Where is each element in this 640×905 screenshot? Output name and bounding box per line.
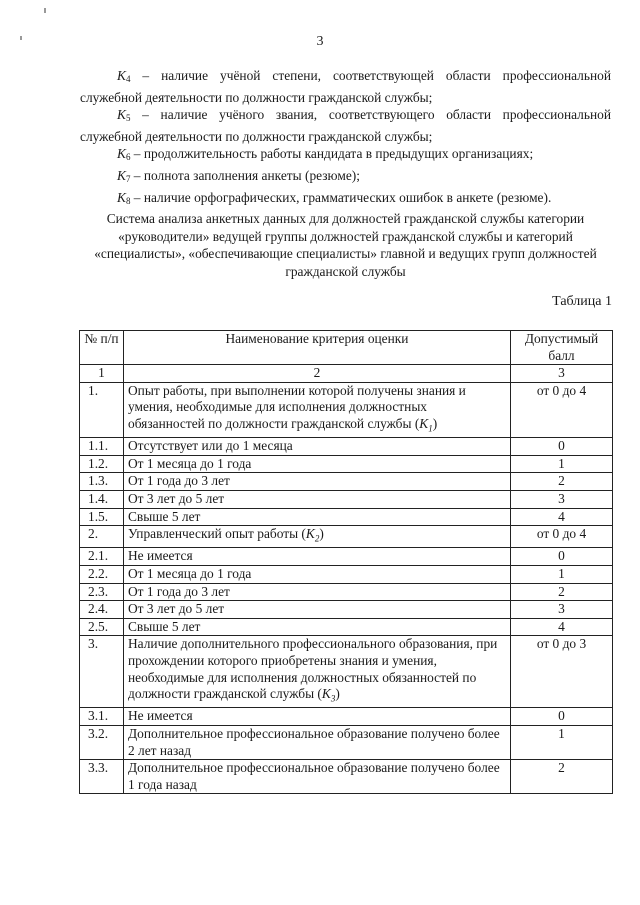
row-number: 2.5. <box>80 618 124 636</box>
row-criterion <box>124 726 511 760</box>
criterion-index: 4 <box>125 74 131 84</box>
table-row <box>80 455 613 473</box>
criterion-text: – полнота заполнения анкеты (резюме); <box>130 167 360 183</box>
row-criterion <box>124 566 511 584</box>
criterion-item <box>80 189 611 211</box>
criterion-close: ) <box>432 415 438 431</box>
row-number: 1.4. <box>80 491 124 509</box>
criterion-text: – продолжительность работы кандидата в предыдущих организациях; <box>130 146 534 162</box>
criterion-name: Дополнительное профессиональное образование получено более 2 лет назад <box>128 726 500 758</box>
criterion-text: – наличие учёной степени, соответствующей области профессиональной служебной деятельности по должности гражданской службы; <box>80 68 611 105</box>
criterion-text: – наличие учёного звания, соответствующего области профессиональной служебной деятельности по должности гражданской службы; <box>80 107 611 144</box>
criterion-item <box>80 106 611 145</box>
criterion-symbol: K <box>305 526 315 542</box>
row-score: 1 <box>511 566 613 584</box>
column-number: 3 <box>511 365 613 383</box>
table-row <box>80 601 613 619</box>
table-row <box>80 636 613 708</box>
row-score: 0 <box>511 708 613 726</box>
table-row <box>80 583 613 601</box>
criterion-item <box>80 67 611 106</box>
row-score: от 0 до 4 <box>511 382 613 437</box>
column-number: 1 <box>80 365 124 383</box>
row-number: 3.1. <box>80 708 124 726</box>
criterion-index: 7 <box>125 173 131 184</box>
criterion-text: – наличие орфографических, грамматических ошибок в анкете (резюме). <box>130 189 552 205</box>
criterion-symbol: K <box>117 189 126 205</box>
criterion-name: Опыт работы, при выполнении которой получены знания и умения, необходимые для исполнения должностных обязанностей по должности гражданской службы ( <box>128 382 466 431</box>
row-criterion <box>124 618 511 636</box>
table-row <box>80 708 613 726</box>
row-criterion <box>124 455 511 473</box>
row-number: 1.2. <box>80 455 124 473</box>
criterion-name: Управленческий опыт работы ( <box>128 526 306 542</box>
table-row <box>80 760 613 794</box>
criterion-index: 5 <box>125 113 131 124</box>
criterion-name: От 3 лет до 5 лет <box>128 601 225 617</box>
row-criterion <box>124 382 511 437</box>
criterion-name: От 3 лет до 5 лет <box>128 491 225 507</box>
table-caption: Таблица 1 <box>552 294 612 309</box>
criterion-name: От 1 месяца до 1 года <box>128 566 252 582</box>
criterion-index: 3 <box>330 693 336 704</box>
criterion-name: Не имеется <box>128 708 193 724</box>
row-criterion <box>124 526 511 548</box>
criteria-table <box>79 330 613 794</box>
row-criterion <box>124 760 511 794</box>
row-score: 2 <box>511 473 613 491</box>
row-number: 1. <box>80 382 124 437</box>
criterion-name: Свыше 5 лет <box>128 508 201 524</box>
row-score: 1 <box>511 455 613 473</box>
table-header-row <box>80 331 613 365</box>
row-score: 0 <box>511 548 613 566</box>
row-criterion <box>124 491 511 509</box>
criterion-index: 1 <box>428 423 433 434</box>
criterion-symbol: K <box>117 167 126 183</box>
table-row <box>80 382 613 437</box>
criterion-name: Наличие дополнительного профессионального образования, при прохождении которого приобретены знания и умения, необходимые для исполнения должностных обязанностей по должности гражданской службы ( <box>128 636 498 702</box>
criterion-index: 2 <box>314 533 320 544</box>
row-score: 4 <box>511 618 613 636</box>
row-score: 0 <box>511 438 613 456</box>
column-number: 2 <box>124 365 511 383</box>
criteria-list <box>80 67 611 210</box>
row-number: 2.1. <box>80 548 124 566</box>
row-criterion <box>124 548 511 566</box>
criterion-name: Дополнительное профессиональное образование получено более 1 года назад <box>128 760 500 792</box>
row-criterion <box>124 601 511 619</box>
row-number: 2.3. <box>80 583 124 601</box>
criterion-close: ) <box>319 526 324 542</box>
row-score: 3 <box>511 601 613 619</box>
row-score: 2 <box>511 583 613 601</box>
criterion-index: 6 <box>125 152 131 163</box>
row-number: 3. <box>80 636 124 708</box>
row-score: 4 <box>511 508 613 526</box>
criterion-symbol: K <box>321 686 331 702</box>
criterion-name: От 1 года до 3 лет <box>128 473 230 489</box>
row-criterion <box>124 438 511 456</box>
row-number: 3.3. <box>80 760 124 794</box>
criterion-index: 8 <box>125 195 131 206</box>
header-criterion: Наименование критерия оценки <box>124 331 511 365</box>
row-score: 3 <box>511 491 613 509</box>
criterion-name: От 1 месяца до 1 года <box>128 455 252 471</box>
table-row <box>80 438 613 456</box>
row-number: 2.4. <box>80 601 124 619</box>
criterion-symbol: K <box>117 146 126 162</box>
row-criterion <box>124 636 511 708</box>
table-heading: Система анализа анкетных данных для должностей гражданской службы категории «руководители» ведущей группы должностей гражданской службы и категорий «специалисты», «обеспечивающие специалисты» главной и ведущих групп должностей гражданской службы <box>94 211 597 279</box>
table-row <box>80 618 613 636</box>
criterion-name: Отсутствует или до 1 месяца <box>128 438 293 454</box>
row-number: 2.2. <box>80 566 124 584</box>
row-criterion <box>124 508 511 526</box>
criterion-item <box>80 145 611 167</box>
criterion-symbol: K <box>419 415 429 431</box>
row-score: 2 <box>511 760 613 794</box>
header-score: Допустимый балл <box>511 331 613 365</box>
criterion-name: От 1 года до 3 лет <box>128 583 230 599</box>
row-score: от 0 до 3 <box>511 636 613 708</box>
criterion-item <box>80 167 611 189</box>
row-number: 2. <box>80 526 124 548</box>
scan-mark <box>44 8 46 13</box>
row-number: 1.3. <box>80 473 124 491</box>
criterion-symbol: K <box>117 68 126 83</box>
row-number: 3.2. <box>80 726 124 760</box>
row-criterion <box>124 708 511 726</box>
table-row <box>80 566 613 584</box>
row-score: от 0 до 4 <box>511 526 613 548</box>
table-row <box>80 491 613 509</box>
row-number: 1.1. <box>80 438 124 456</box>
row-number: 1.5. <box>80 508 124 526</box>
table-row <box>80 548 613 566</box>
table-row <box>80 726 613 760</box>
criterion-close: ) <box>335 686 340 702</box>
header-number: № п/п <box>80 331 124 365</box>
table-row <box>80 473 613 491</box>
criterion-name: Не имеется <box>128 548 193 564</box>
column-number-row <box>80 365 613 383</box>
row-criterion <box>124 583 511 601</box>
page-number: 3 <box>316 34 324 49</box>
row-score: 1 <box>511 726 613 760</box>
table-row <box>80 508 613 526</box>
row-criterion <box>124 473 511 491</box>
criterion-symbol: K <box>117 107 126 123</box>
criterion-name: Свыше 5 лет <box>128 618 201 634</box>
table-row <box>80 526 613 548</box>
